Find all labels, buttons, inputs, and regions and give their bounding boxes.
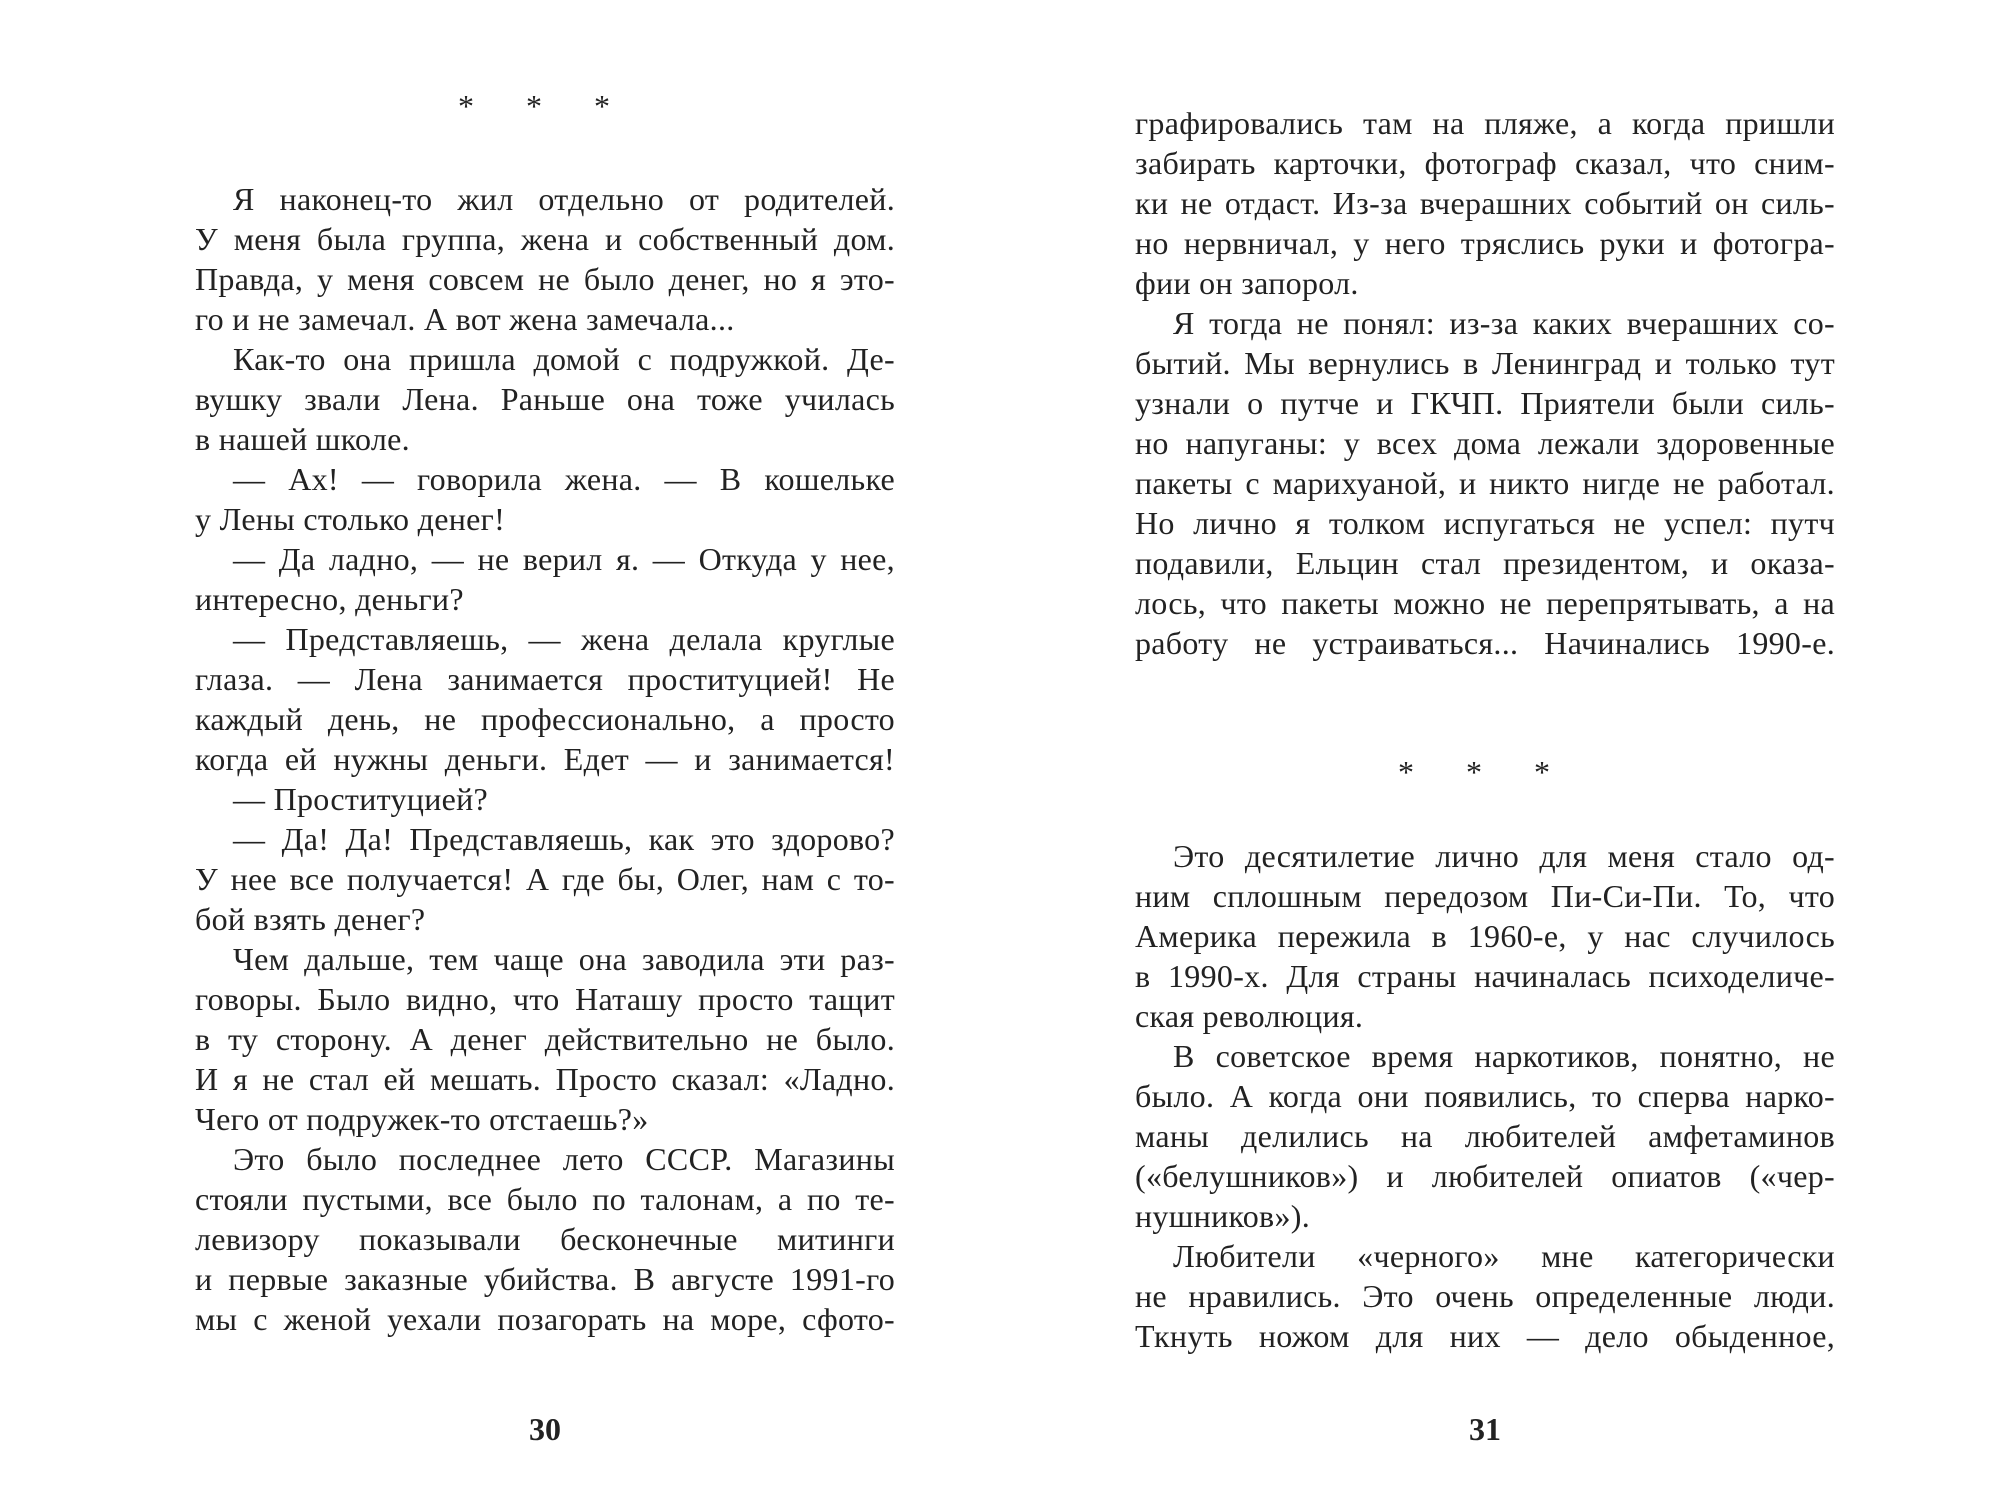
text-line: когда ей нужны деньги. Едет — и занимается! (195, 741, 895, 777)
text-line: подавили, Ельцин стал президентом, и оказа- (1135, 545, 1835, 581)
page-number: 30 (529, 1411, 561, 1447)
text-line: в 1990-х. Для страны начиналась психоделиче- (1135, 958, 1835, 994)
text-line: В советское время наркотиков, понятно, не (1173, 1038, 1835, 1074)
text-line: Чего от подружек-то отстаешь?» (195, 1101, 649, 1137)
text-line: забирать карточки, фотограф сказал, что сним- (1135, 145, 1835, 181)
text-line: фии он запорол. (1135, 265, 1359, 301)
text-line: Правда, у меня совсем не было денег, но я это- (195, 261, 895, 297)
text-line: Я тогда не понял: из-за каких вчерашних со- (1173, 305, 1835, 341)
text-line: Это было последнее лето СССР. Магазины (233, 1141, 895, 1177)
text-line: но нервничал, у него тряслись руки и фотогра- (1135, 225, 1835, 261)
text-line: — Да ладно, — не верил я. — Откуда у нее, (233, 541, 895, 577)
text-line: узнали о путче и ГКЧП. Приятели были силь- (1135, 385, 1835, 421)
text-line: — Да! Да! Представляешь, как это здорово? (233, 821, 895, 857)
text-line: говоры. Было видно, что Наташу просто тащит (195, 981, 895, 1017)
text-line: лось, что пакеты можно не перепрятывать, а на (1135, 585, 1835, 621)
text-line: глаза. — Лена занимается проституцией! Не (195, 661, 895, 697)
text-line: не нравились. Это очень определенные люди. (1135, 1278, 1835, 1314)
text-line: но напуганы: у всех дома лежали здоровенные (1135, 425, 1835, 461)
text-line: го и не замечал. А вот жена замечала... (195, 301, 735, 337)
text-line: мы с женой уехали позагорать на море, сфото- (195, 1301, 895, 1337)
text-line: у Лены столько денег! (195, 501, 506, 537)
text-line: нушников»). (1135, 1198, 1311, 1234)
text-line: Ткнуть ножом для них — дело обыденное, (1135, 1318, 1835, 1354)
text-line: работу не устраиваться... Начинались 1990-е. (1135, 625, 1835, 661)
text-line: в ту сторону. А денег действительно не было. (195, 1021, 895, 1057)
text-line: ки не отдаст. Из-за вчерашних событий он силь- (1135, 185, 1835, 221)
text-line: вушку звали Лена. Раньше она тоже училась (195, 381, 895, 417)
text-line: — Представляешь, — жена делала круглые (233, 621, 895, 657)
page-number: 31 (1469, 1411, 1501, 1447)
text-line: левизору показывали бесконечные митинги (195, 1221, 895, 1257)
text-line: в нашей школе. (195, 421, 410, 457)
text-line: Но лично я толком испугаться не успел: путч (1135, 505, 1835, 541)
text-line: Как-то она пришла домой с подружкой. Де- (233, 341, 895, 377)
section-separator: * * * (458, 88, 632, 124)
text-line: графировались там на пляже, а когда пришли (1135, 105, 1835, 141)
text-line: маны делились на любителей амфетаминов (1135, 1118, 1835, 1154)
text-line: У меня была группа, жена и собственный дом. (195, 221, 895, 257)
text-line: («белушников») и любителей опиатов («чер- (1135, 1158, 1835, 1194)
text-line: Это десятилетие лично для меня стало од- (1173, 838, 1835, 874)
text-line: стояли пустыми, все было по талонам, а по те- (195, 1181, 895, 1217)
text-line: и первые заказные убийства. В августе 1991-го (195, 1261, 895, 1297)
text-line: ская революция. (1135, 998, 1364, 1034)
text-line: — Ах! — говорила жена. — В кошельке (233, 461, 895, 497)
text-line: бой взять денег? (195, 901, 426, 937)
text-line: бытий. Мы вернулись в Ленинград и только тут (1135, 345, 1835, 381)
text-line: — Проституцией? (233, 781, 489, 817)
text-line: Любители «черного» мне категорически (1173, 1238, 1835, 1274)
section-separator: * * * (1398, 754, 1572, 790)
right-page (1000, 0, 2000, 1509)
text-line: И я не стал ей мешать. Просто сказал: «Ладно. (195, 1061, 895, 1097)
text-line: ним сплошным передозом Пи-Си-Пи. То, что (1135, 878, 1835, 914)
text-line: Америка пережила в 1960-е, у нас случилось (1135, 918, 1835, 954)
text-line: У нее все получается! А где бы, Олег, нам с то- (195, 861, 895, 897)
text-line: каждый день, не профессионально, а просто (195, 701, 895, 737)
text-line: интересно, деньги? (195, 581, 464, 617)
text-line: Я наконец-то жил отдельно от родителей. (233, 181, 895, 217)
text-line: Чем дальше, тем чаще она заводила эти раз- (233, 941, 895, 977)
text-line: пакеты с марихуаной, и никто нигде не работал. (1135, 465, 1835, 501)
text-line: было. А когда они появились, то сперва нарко- (1135, 1078, 1835, 1114)
